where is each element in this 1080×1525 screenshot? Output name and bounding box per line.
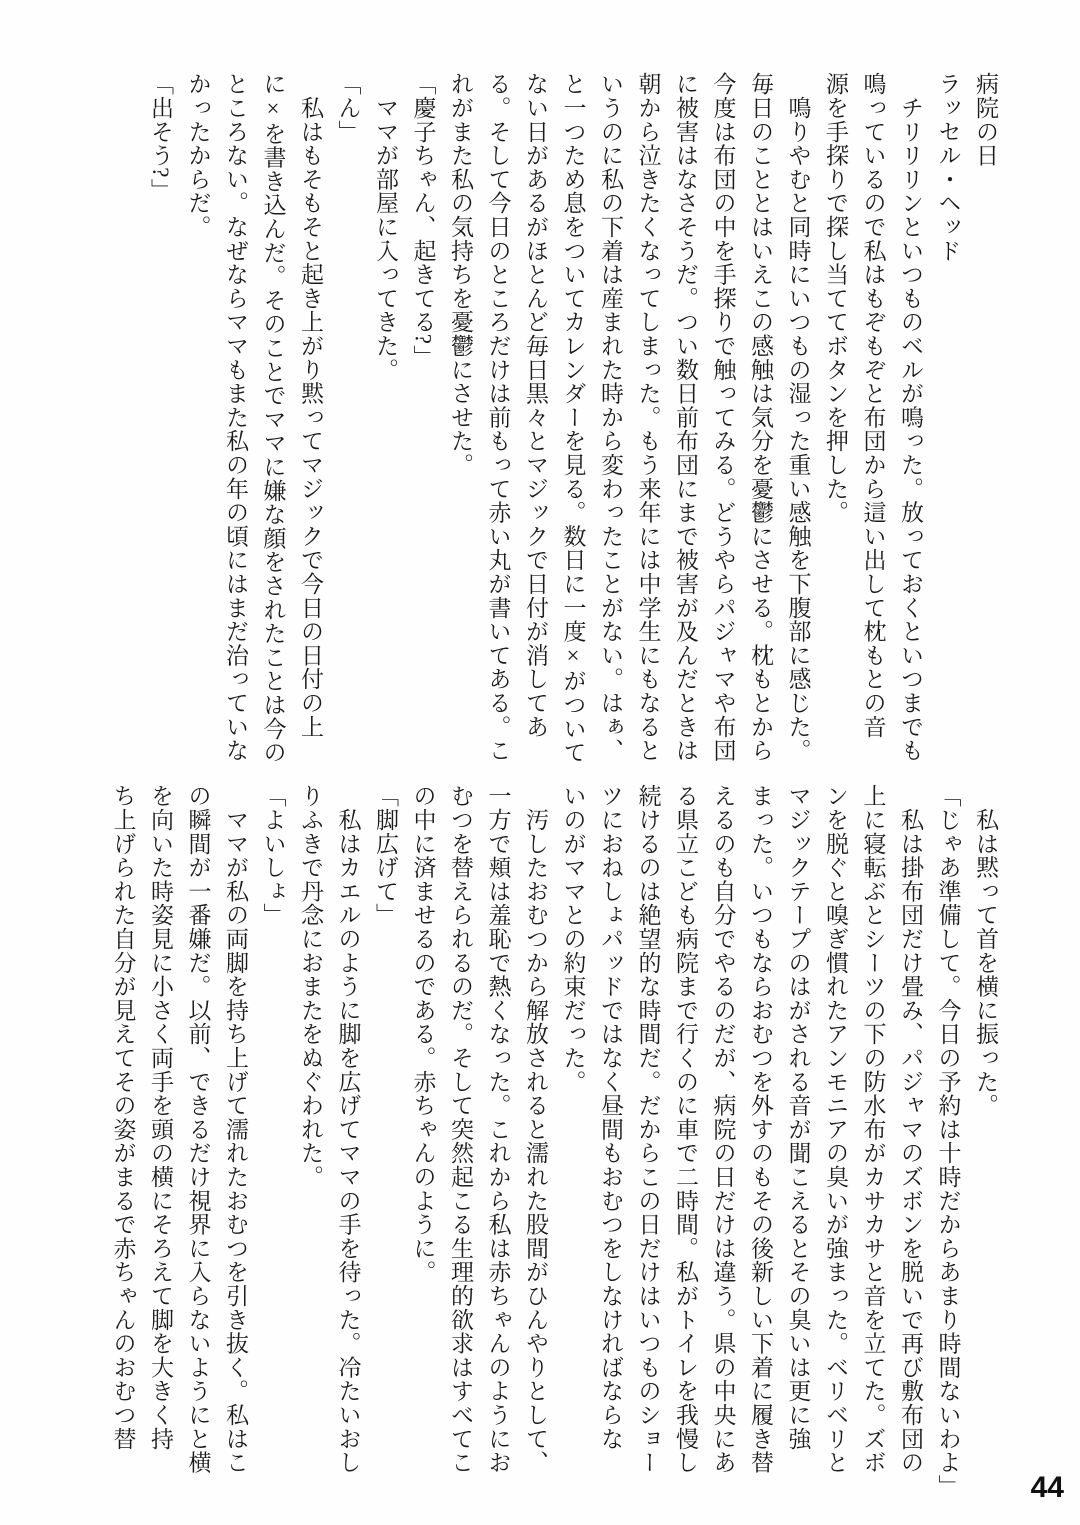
text-column: 「ん」 <box>335 72 361 144</box>
text-column: ない日があるがほとんど毎日黒々とマジックで日付が消してあ <box>523 72 548 739</box>
text-column: 朝から泣きたくなってしまった。もう来年には中学生にもなると <box>635 72 661 763</box>
text-column: の瞬間が一番嫌だ。以前、できるだけ視界に入らないようにと横 <box>185 784 211 1475</box>
story-author: ラッセル・ヘッド <box>935 72 961 263</box>
text-column: 私は黙って首を横に振った。 <box>973 784 998 1118</box>
text-column: 毎日のこととはいえこの感触は気分を憂鬱にさせる。枕もとから <box>748 72 773 763</box>
page-number: 44 <box>1030 1471 1064 1504</box>
text-column: マジックテープのはがされる音が聞こえるとその臭いは更に強 <box>785 784 811 1451</box>
story-section-top <box>142 72 1005 772</box>
text-column: 「慶子ちゃん、起きてる?」 <box>410 72 436 369</box>
text-column: る県立こども病院まで行くのに車で二時間。私がトイレを我慢し <box>673 784 698 1475</box>
text-column: 私は掛布団だけ畳み、パジャマのズボンを脱いで再び敷布団の <box>898 784 923 1475</box>
text-column: る。そして今日のところだけは前もって赤い丸が書いてある。こ <box>485 72 511 763</box>
text-column: の中に済ませるのである。赤ちゃんのように。 <box>410 784 436 1284</box>
story-title: 病院の日 <box>973 72 998 168</box>
text-column: ところない。なぜならママもまた私の年の頃にはまだ治っていな <box>223 72 248 763</box>
text-column: 「じゃあ準備して。今日の予約は十時だからあまり時間ないわよ」 <box>935 784 961 1498</box>
text-column: ツにおねしょパッドではなく昼間もおむつをしなければならな <box>598 784 623 1451</box>
text-column: いうのに私の下着は産まれた時から変わったことがない。はぁ、 <box>598 72 623 763</box>
text-column: 続けるのは絶望的な時間だ。だからこの日だけはいつものショー <box>635 784 661 1475</box>
text-column: えるのも自分でやるのだが、病院の日だけは違う。県の中央にあ <box>710 784 736 1475</box>
text-column: に×を書き込んだ。そのことでママに嫌な顔をされたことは今の <box>260 72 286 765</box>
text-column: 鳴りやむと同時にいつもの湿った重い感触を下腹部に感じた。 <box>785 72 811 763</box>
text-column: むつを替えられるのだ。そして突然起こる生理的欲求はすべてこ <box>448 784 473 1475</box>
text-column: かったからだ。 <box>185 72 211 239</box>
text-column: 源を手探りで探し当ててボタンを押した。 <box>823 72 848 525</box>
text-column: 一方で頬は羞恥で熱くなった。これから私は赤ちゃんのようにお <box>485 784 511 1475</box>
text-column: と一つため息をついてカレンダーを見る。数日に一度×がついて <box>560 72 586 765</box>
text-column: チリリリンといつものベルが鳴った。放っておくといつまでも <box>898 72 923 763</box>
text-column: ち上げられた自分が見えてその姿がまるで赤ちゃんのおむつ替 <box>110 784 136 1451</box>
text-column: 私はカエルのように脚を広げてママの手を待った。冷たいおし <box>335 784 361 1475</box>
text-column: 「脚広げて」 <box>373 784 398 927</box>
text-column: に被害はなさそうだ。つい数日前布団にまで被害が及んだときは <box>673 72 698 763</box>
text-column: いのがママとの約束だった。 <box>560 784 586 1094</box>
text-column: 汚したおむつから解放されると濡れた股間がひんやりとして、 <box>523 784 548 1475</box>
text-column: 今度は布団の中を手探りで触ってみる。どうやらパジャマや布団 <box>710 72 736 763</box>
text-column: りふきで丹念におまたをぬぐわれた。 <box>298 784 323 1189</box>
story-section-bottom <box>104 784 1004 1498</box>
text-column: ママが私の両脚を持ち上げて濡れたおむつを引き抜く。私はこ <box>223 784 248 1475</box>
text-column: れがまた私の気持ちを憂鬱にさせた。 <box>448 72 473 477</box>
text-column: ママが部屋に入ってきた。 <box>373 72 398 382</box>
text-column: 「よいしょ」 <box>260 784 286 927</box>
text-column: を向いた時姿見に小さく両手を頭の横にそろえて脚を大きく持 <box>148 784 173 1451</box>
text-column: ンを脱ぐと嗅ぎ慣れたアンモニアの臭いが強まった。ベリベリと <box>823 784 848 1475</box>
text-column: 私はもそもそと起き上がり黙ってマジックで今日の日付の上 <box>298 72 323 739</box>
text-column: 上に寝転ぶとシーツの下の防水布がカサカサと音を立てた。ズボ <box>860 784 886 1475</box>
text-column: 「出そう?」 <box>148 72 173 203</box>
text-column: 鳴っているので私はもぞもぞと布団から這い出して枕もとの音 <box>860 72 886 739</box>
text-column: まった。いつもならおむつを外すのもその後新しい下着に履き替 <box>748 784 773 1475</box>
